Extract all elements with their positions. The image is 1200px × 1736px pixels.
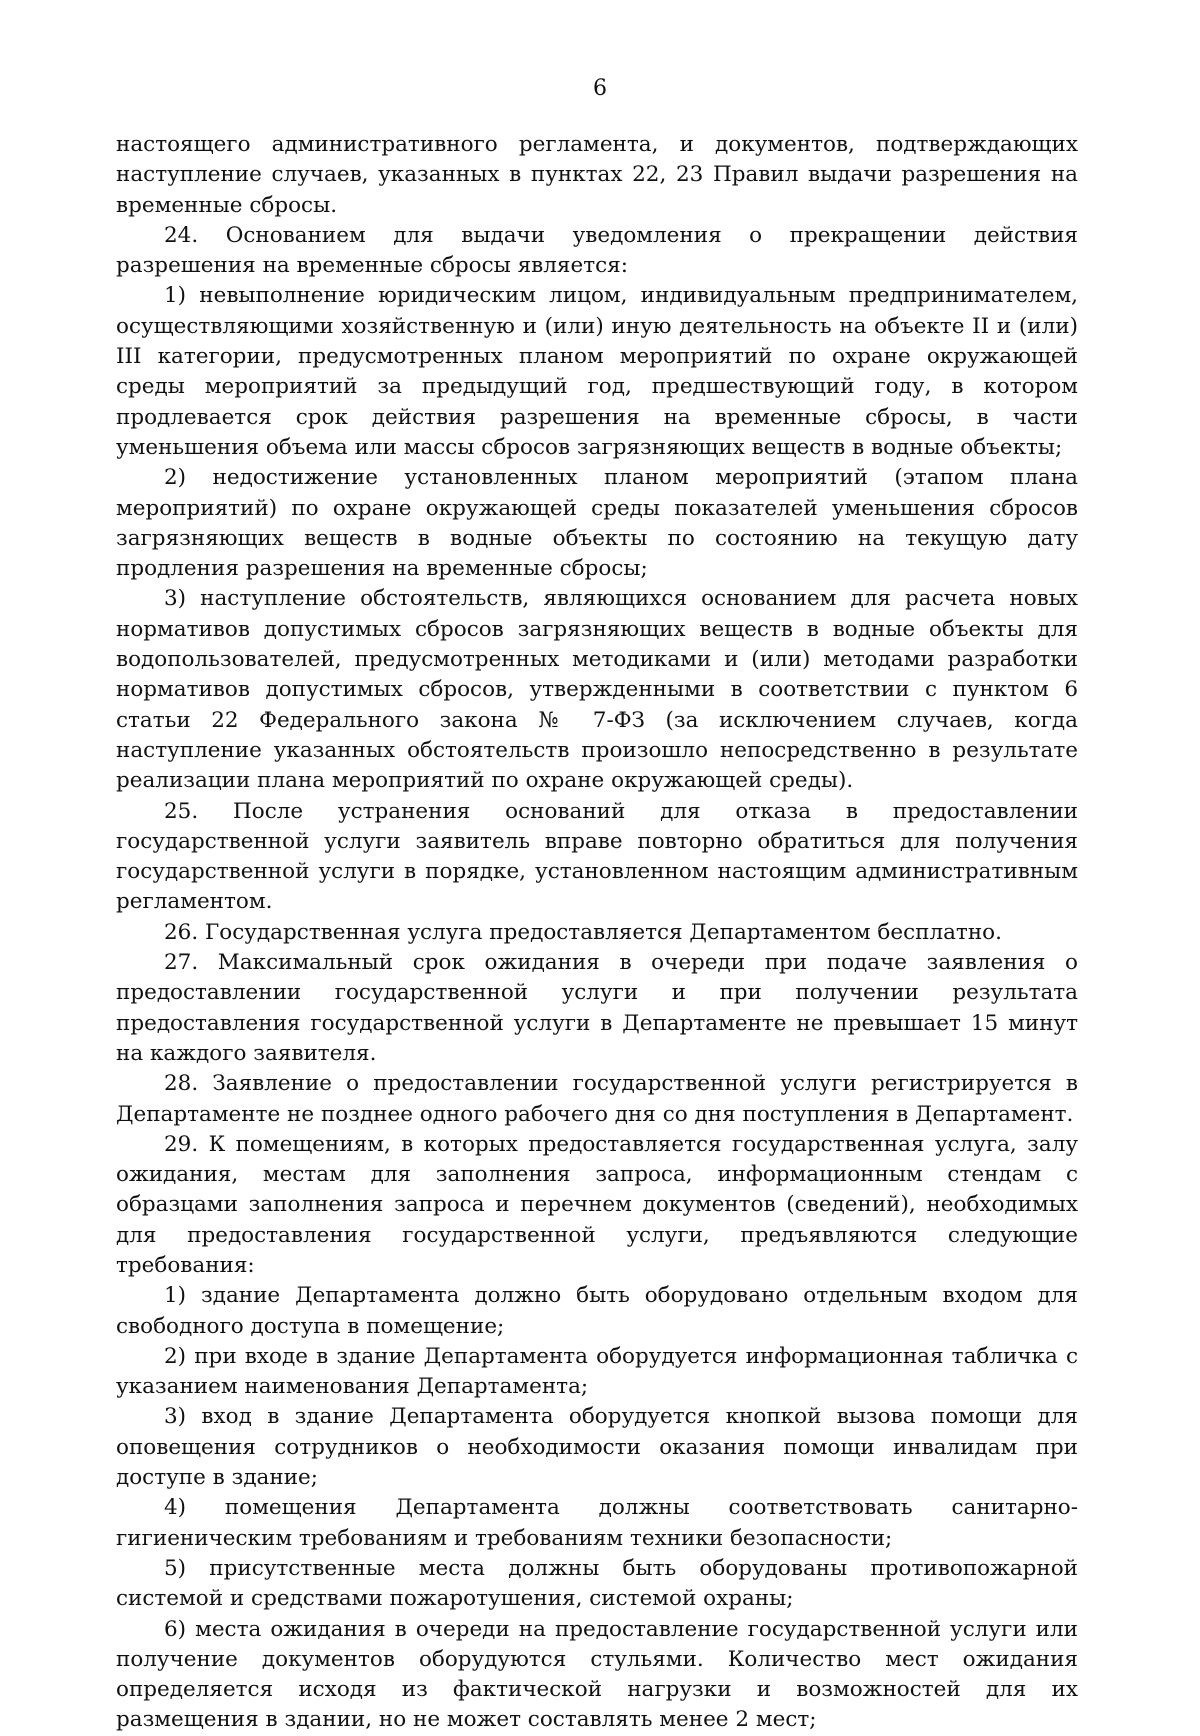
paragraph-item-24-2: 2) недостижение установленных планом мероприятий (этапом плана мероприятий) по охране окружающей среды показателей уменьшения сбросов загрязняющих веществ в водные объекты по состоянию на текущую дату продления разрешения на временные сбросы;	[116, 465, 1078, 582]
paragraph-item-29-2: 2) при входе в здание Департамента оборудуется информационная табличка с указанием наименования Департамента;	[116, 1343, 1078, 1400]
paragraph-item-24-1: 1) невыполнение юридическим лицом, индивидуальным предпринимателем, осуществляющими хозяйственную и (или) иную деятельность на объекте II и (или) III категории, предусмотренных планом мероприятий по охране окружающей среды мероприятий за предыдущий год, предшествующий году, в котором продлевается срок действия разрешения на временные сбросы, в части уменьшения объема или массы сбросов загрязняющих веществ в водные объекты;	[116, 283, 1078, 460]
paragraph-item-24-3: 3) наступление обстоятельств, являющихся основанием для расчета новых нормативов допустимых сбросов загрязняющих веществ в водные объекты для водопользователей, предусмотренных методиками и (или) методами разработки нормативов допустимых сбросов, утвержденными в соответствии с пунктом 6 статьи 22 Федерального закона № 7-ФЗ (за исключением случаев, когда наступление указанных обстоятельств произошло непосредственно в результате реализации плана мероприятий по охране окружающей среды).	[116, 586, 1078, 794]
paragraph-item-29-5: 5) присутственные места должны быть оборудованы противопожарной системой и средствами пожаротушения, системой охраны;	[116, 1555, 1078, 1612]
paragraph-item-28: 28. Заявление о предоставлении государственной услуги регистрируется в Департаменте не позднее одного рабочего дня со дня поступления в Департамент.	[116, 1071, 1078, 1127]
paragraph-item-25: 25. После устранения оснований для отказа в предоставлении государственной услуги заявитель вправе повторно обратиться для получения государственной услуги в порядке, установленном настоящим административным регламентом.	[116, 798, 1078, 915]
paragraph-item-26: 26. Государственная услуга предоставляется Департаментом бесплатно.	[164, 919, 1002, 945]
paragraph-item-27: 27. Максимальный срок ожидания в очереди при подаче заявления о предоставлении государственной услуги и при получении результата предоставления государственной услуги в Департаменте не превышает 15 минут на каждого заявителя.	[116, 950, 1078, 1066]
paragraph-item-29-1: 1) здание Департамента должно быть оборудовано отдельным входом для свободного доступа в помещение;	[116, 1283, 1078, 1339]
document-body	[116, 130, 1078, 1736]
page-number: 6	[593, 76, 607, 101]
paragraph-item-29-4: 4) помещения Департамента должны соответствовать санитарно-гигиеническим требованиям и требованиям техники безопасности;	[116, 1495, 1078, 1551]
paragraph-item-29: 29. К помещениям, в которых предоставляется государственная услуга, залу ожидания, местам для заполнения запроса, информационным стендам с образцами заполнения запроса и перечнем документов (сведений), необходимых для предоставления государственной услуги, предъявляются следующие требования:	[116, 1131, 1078, 1278]
paragraph-item-24: 24. Основанием для выдачи уведомления о прекращении действия разрешения на временные сбросы является:	[116, 222, 1078, 279]
paragraph-continuation: настоящего административного регламента, и документов, подтверждающих наступление случаев, указанных в пунктах 22, 23 Правил выдачи разрешения на временные сбросы.	[116, 132, 1078, 218]
paragraph-item-29-6: 6) места ожидания в очереди на предоставление государственной услуги или получение документов оборудуются стульями. Количество мест ожидания определяется исходя из фактической нагрузки и возможностей для их размещения в здании, но не может составлять менее 2 мест;	[116, 1616, 1078, 1733]
paragraph-item-29-3: 3) вход в здание Департамента оборудуется кнопкой вызова помощи для оповещения сотрудников о необходимости оказания помощи инвалидам при доступе в здание;	[116, 1404, 1078, 1491]
